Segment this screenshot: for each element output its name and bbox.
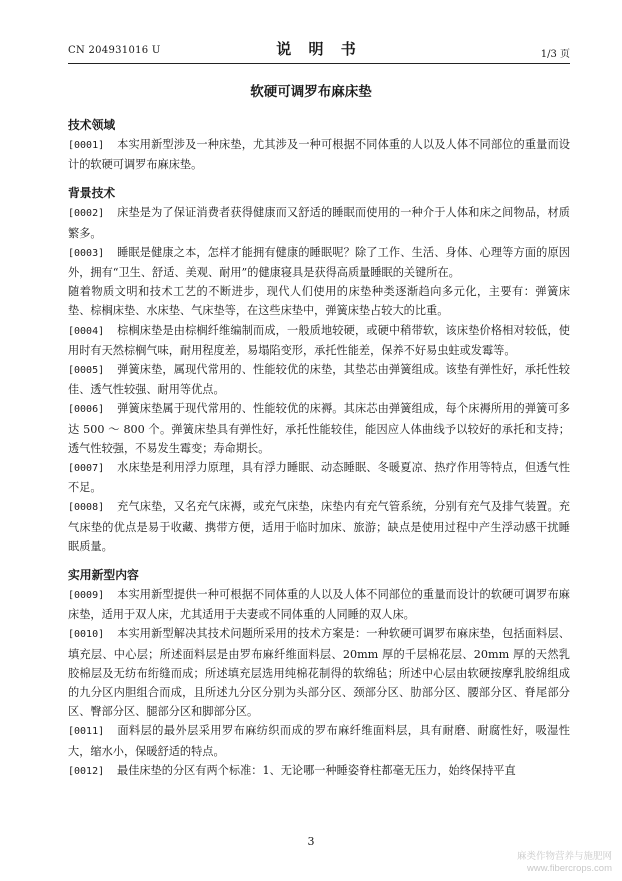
paragraph — [68, 360, 570, 399]
document-title: 软硬可调罗布麻床垫 — [250, 84, 372, 100]
watermark — [517, 851, 612, 875]
paragraph-text: 充气床垫，又名充气床褥，或充气床垫，床垫内有充气管系统，分别有充气及排气装置。充气床垫的优点是易于收藏、携带方便，适用于临时加床、旅游；缺点是使用过程中产生浮动感干扰睡眠质量。 — [68, 500, 570, 553]
paragraph-number: [0011] — [68, 726, 105, 738]
page-number: 3 — [307, 835, 315, 848]
paragraph-text: 睡眠是健康之本，怎样才能拥有健康的睡眠呢？除了工作、生活、身体、心理等方面的原因外，拥有“卫生、舒适、美观、耐用”的健康寝具是获得高质量睡眠的关键所在。 — [68, 245, 570, 280]
paragraph-text: 本实用新型提供一种可根据不同体重的人以及人体不同部位的重量而设计的软硬可调罗布麻床垫，适用于双人床，尤其适用于夫妻或不同体重的人同睡的双人床。 — [68, 588, 570, 622]
paragraph-number: [0008] — [68, 502, 105, 514]
patent-number: CN 204931016 U — [68, 45, 161, 56]
paragraph-number: [0012] — [68, 765, 105, 777]
paragraph-text: 弹簧床垫属于现代常用的、性能较优的床褥。其床芯由弹簧组成，每个床褥所用的弹簧可多达 500 ～ 800 个。弹簧床垫具有弹性好，承托性能较佳，能因应人体曲线予以较好的承托和支持；透气性较强，不易发生霉变；寿命期长。 — [68, 402, 570, 455]
paragraph-text: 本实用新型涉及一种床垫，尤其涉及一种可根据不同体重的人以及人体不同部位的重量而设计的软硬可调罗布麻床垫。 — [68, 138, 570, 172]
paragraph-text: 最佳床垫的分区有两个标准：1、无论哪一种睡姿脊柱都毫无压力，始终保持平直 — [117, 763, 516, 777]
paragraph-text: 本实用新型解决其技术问题所采用的技术方案是：一种软硬可调罗布麻床垫，包括面料层、填充层、中心层；所述面料层是由罗布麻纤维面料层、20mm 厚的千层棉花层、20mm 厚的天然乳胶棉层及无纺布绗缝而成；所述填充层选用纯棉花制得的软绵毡；所述中心层由软硬按摩乳胶绵组成的九分区内胆组合而成，且所述九分区分别为头部分区、颈部分区、肋部分区、腰部分区、脊尾部分区、臀部分区、腿部分区和脚部分区。 — [68, 627, 570, 719]
paragraph-number: [0009] — [68, 590, 105, 602]
paragraph — [68, 243, 570, 321]
paragraph-number: [0004] — [68, 325, 105, 337]
paragraph-number: [0001] — [68, 140, 105, 151]
watermark-line-2: www.fibercrops.com — [527, 863, 612, 874]
paragraph — [68, 585, 570, 624]
header-divider — [68, 63, 570, 64]
watermark-line-1: 麻类作物营养与施肥网 — [516, 851, 612, 862]
paragraph — [68, 721, 570, 760]
document-type: 说 明 书 — [276, 40, 362, 58]
paragraph-number: [0002] — [68, 208, 105, 220]
section-heading: 实用新型内容 — [68, 568, 139, 583]
paragraph-number: [0005] — [68, 365, 105, 377]
section-heading: 技术领域 — [68, 118, 116, 132]
paragraph-number: [0003] — [68, 247, 105, 259]
paragraph-continuation: 随着物质文明和技术工艺的不断进步，现代人们使用的床垫种类逐渐趋向多元化，主要有：弹簧床垫、棕榈床垫、水床垫、气床垫等，在这些床垫中，弹簧床垫占较大的比重。 — [68, 285, 570, 318]
paragraph-number: [0006] — [68, 404, 105, 416]
paragraph-text: 面料层的最外层采用罗布麻纺织而成的罗布麻纤维面料层，具有耐磨、耐腐性好，吸湿性大，缩水小，保暖舒适的特点。 — [68, 724, 570, 758]
paragraph-number: [0007] — [68, 463, 105, 475]
paragraph — [68, 497, 570, 556]
paragraph — [68, 624, 570, 721]
page-indicator: 1/3 页 — [540, 49, 570, 60]
paragraph-text: 床垫是为了保证消费者获得健康而又舒适的睡眠而使用的一种介于人体和床之间物品，材质繁多。 — [68, 206, 570, 240]
paragraph — [68, 761, 570, 781]
paragraph — [68, 321, 570, 360]
document-body — [68, 116, 570, 781]
section-heading: 背景技术 — [68, 186, 116, 201]
paragraph — [68, 458, 570, 497]
paragraph-number: [0010] — [68, 629, 105, 641]
paragraph-text: 水床垫是利用浮力原理，具有浮力睡眠、动态睡眠、冬暖夏凉、热疗作用等特点，但透气性不足。 — [68, 461, 570, 495]
paragraph-text: 弹簧床垫，属现代常用的、性能较优的床垫，其垫芯由弹簧组成。该垫有弹性好，承托性较佳、透气性较强、耐用等优点。 — [68, 363, 570, 397]
paragraph — [68, 203, 570, 242]
page-header — [68, 36, 570, 62]
paragraph — [68, 399, 570, 458]
paragraph-text: 棕榈床垫是由棕榈纤维编制而成，一般质地较硬，或硬中稍带软，该床垫价格相对较低，使用时有天然棕榈气味，耐用程度差，易塌陷变形，承托性能差，保养不好易虫蛀或发霉等。 — [68, 323, 570, 357]
paragraph — [68, 135, 570, 174]
